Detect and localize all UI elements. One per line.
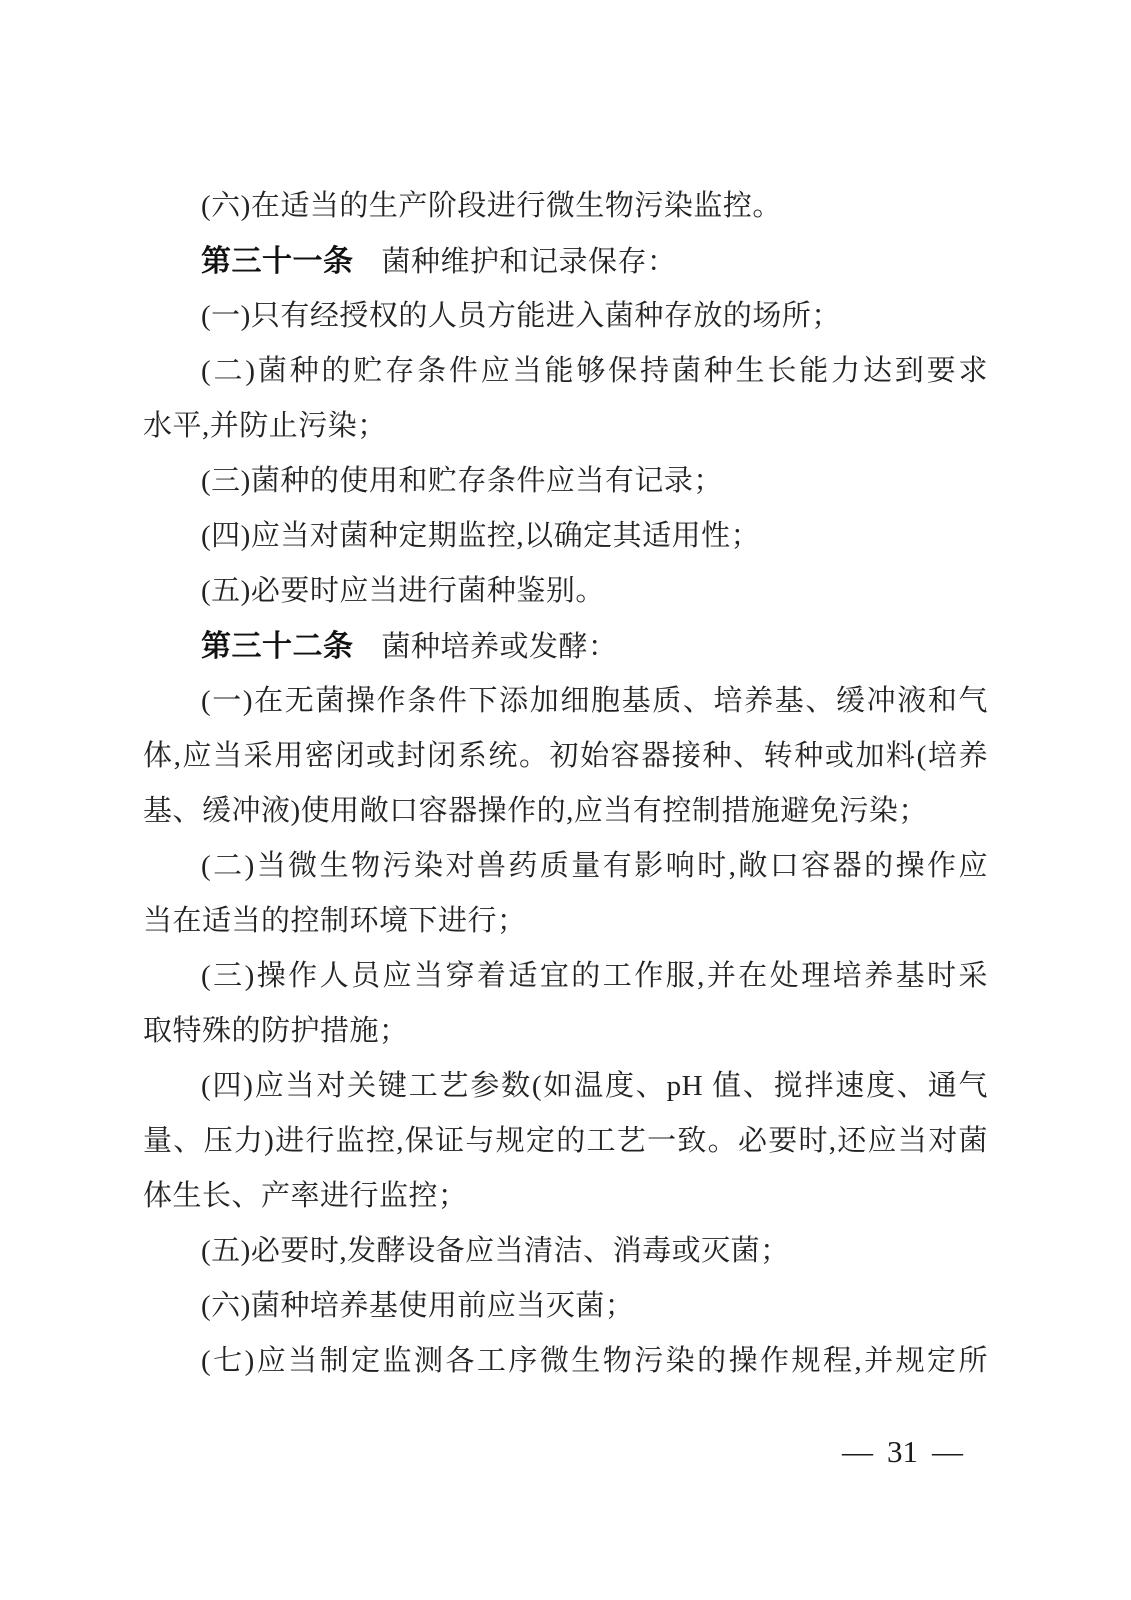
text-line: (一)在无菌操作条件下添加细胞基质、培养基、缓冲液和气 bbox=[201, 685, 988, 717]
text-line: (二)当微生物污染对兽药质量有影响时,敞口容器的操作应 bbox=[201, 850, 988, 882]
text-line: 取特殊的防护措施； bbox=[143, 1015, 409, 1047]
text-line: (四)应当对关键工艺参数(如温度、pH 值、搅拌速度、通气 bbox=[201, 1070, 988, 1102]
text-line: (二)菌种的贮存条件应当能够保持菌种生长能力达到要求 bbox=[201, 355, 988, 387]
document-body bbox=[143, 179, 988, 1389]
text-line: 体生长、产率进行监控； bbox=[143, 1180, 468, 1212]
article-heading-line bbox=[143, 234, 988, 289]
text-line: 水平,并防止污染； bbox=[143, 410, 387, 442]
text-line: (三)菌种的使用和贮存条件应当有记录； bbox=[201, 465, 723, 497]
article-number: 第三十一条 bbox=[201, 245, 354, 278]
text-line: 量、压力)进行监控,保证与规定的工艺一致。必要时,还应当对菌 bbox=[143, 1125, 988, 1157]
text-line: (七)应当制定监测各工序微生物污染的操作规程,并规定所 bbox=[201, 1345, 988, 1377]
page-footer bbox=[842, 1434, 963, 1470]
text-line: (三)操作人员应当穿着适宜的工作服,并在处理培养基时采 bbox=[201, 960, 988, 992]
text-line: (六)菌种培养基使用前应当灭菌； bbox=[201, 1290, 635, 1322]
text-line: (四)应当对菌种定期监控,以确定其适用性； bbox=[201, 520, 761, 552]
article-title: 菌种培养或发酵： bbox=[381, 631, 618, 663]
text-line: (五)必要时,发酵设备应当清洁、消毒或灭菌； bbox=[201, 1235, 790, 1267]
footer-left-dash: — bbox=[842, 1434, 873, 1469]
text-line: 当在适当的控制环境下进行； bbox=[143, 905, 527, 937]
text-line: (五)必要时应当进行菌种鉴别。 bbox=[201, 575, 605, 607]
article-heading-line bbox=[143, 619, 988, 674]
text-line: (一)只有经授权的人员方能进入菌种存放的场所； bbox=[201, 300, 841, 332]
text-line: 基、缓冲液)使用敞口容器操作的,应当有控制措施避免污染； bbox=[143, 795, 928, 827]
article-title: 菌种维护和记录保存： bbox=[381, 246, 677, 278]
text-line: 体,应当采用密闭或封闭系统。初始容器接种、转种或加料(培养 bbox=[143, 740, 988, 772]
page-number: 31 bbox=[887, 1434, 918, 1469]
article-number: 第三十二条 bbox=[201, 630, 354, 663]
footer-right-dash: — bbox=[932, 1434, 963, 1469]
text-line: (六)在适当的生产阶段进行微生物污染监控。 bbox=[201, 190, 782, 222]
